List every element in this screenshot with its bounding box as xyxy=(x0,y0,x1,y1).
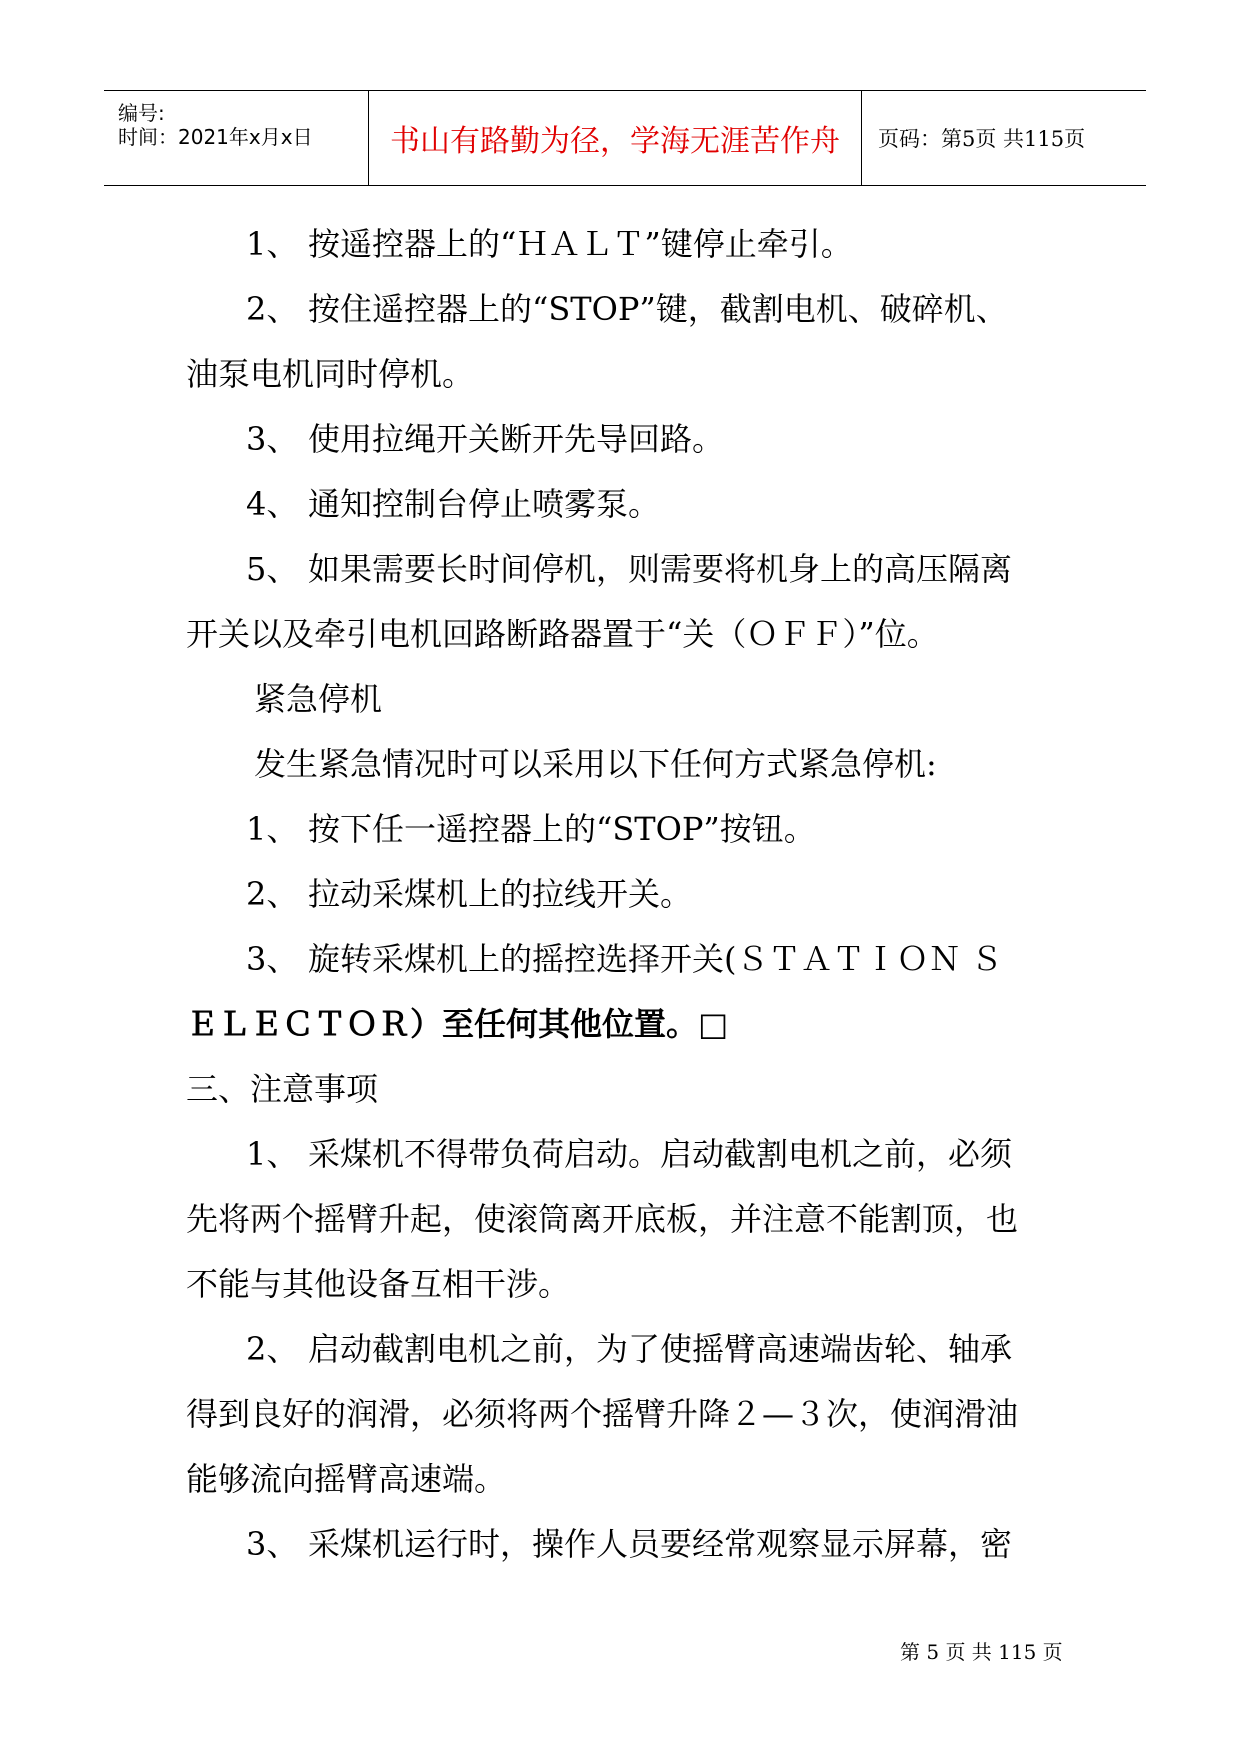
step-text: 按下任一遥控器上的“STOP”按钮。 xyxy=(308,810,816,848)
time-label: 时间：2021年x月x日 xyxy=(118,125,313,149)
step-text: 采煤机不得带负荷启动。启动截割电机之前，必须 xyxy=(308,1135,1013,1173)
step-number: 3、 xyxy=(246,940,299,978)
page-footer: 第 5 页 共 115 页 xyxy=(900,1640,1063,1664)
page-header xyxy=(104,90,1146,186)
step-number: 3、 xyxy=(246,1525,299,1563)
header-motto: 书山有路勤为径，学海无涯苦作舟 xyxy=(369,91,862,185)
note-3 xyxy=(186,1512,1056,1577)
text-line: 油泵电机同时停机。 xyxy=(186,355,475,393)
text-line: 不能与其他设备互相干涉。 xyxy=(186,1265,571,1303)
text-line: 开关以及牵引电机回路断路器置于“关（ＯＦＦ）”位。 xyxy=(186,615,939,653)
step-number: 3、 xyxy=(246,420,299,458)
text-line-bold: ＥＬＥＣＴＯＲ）至任何其他位置。□ xyxy=(186,1005,729,1043)
step-text: 采煤机运行时，操作人员要经常观察显示屏幕，密 xyxy=(308,1525,1013,1563)
step-number: 1、 xyxy=(246,1135,299,1173)
step-3 xyxy=(186,407,1056,472)
note-2 xyxy=(186,1317,1056,1382)
section-title-emergency-stop: 紧急停机 xyxy=(254,680,383,718)
step-text: 按遥控器上的“ＨＡＬＴ”键停止牵引。 xyxy=(308,225,853,263)
step-text: 拉动采煤机上的拉线开关。 xyxy=(308,875,693,913)
step-text: 启动截割电机之前，为了使摇臂高速端齿轮、轴承 xyxy=(308,1330,1013,1368)
emergency-step-2 xyxy=(186,862,1056,927)
text-line: 得到良好的润滑，必须将两个摇臂升降２—３次，使润滑油 xyxy=(186,1395,1019,1433)
section-title-notes: 三、注意事项 xyxy=(186,1070,379,1108)
emergency-step-1 xyxy=(186,797,1056,862)
step-text: 如果需要长时间停机，则需要将机身上的高压隔离 xyxy=(308,550,1013,588)
note-1 xyxy=(186,1122,1056,1187)
step-number: 1、 xyxy=(246,225,299,263)
step-number: 1、 xyxy=(246,810,299,848)
step-4 xyxy=(186,472,1056,537)
step-5 xyxy=(186,537,1056,602)
step-text: 使用拉绳开关断开先导回路。 xyxy=(308,420,725,458)
header-page-info: 页码：第5页 共115页 xyxy=(878,127,1086,151)
header-meta xyxy=(104,91,369,185)
text-line: 能够流向摇臂高速端。 xyxy=(186,1460,507,1498)
step-number: 5、 xyxy=(246,550,299,588)
step-text: 旋转采煤机上的摇控选择开关(ＳＴＡＴＩＯＮ Ｓ xyxy=(308,940,1003,978)
step-number: 2、 xyxy=(246,875,299,913)
number-label: 编号: xyxy=(118,101,165,125)
step-text: 通知控制台停止喷雾泵。 xyxy=(308,485,661,523)
step-number: 4、 xyxy=(246,485,299,523)
step-1 xyxy=(186,212,1056,277)
step-text: 按住遥控器上的“STOP”键，截割电机、破碎机、 xyxy=(308,290,1008,328)
step-2 xyxy=(186,277,1056,342)
step-number: 2、 xyxy=(246,290,299,328)
emergency-step-3 xyxy=(186,927,1056,992)
step-number: 2、 xyxy=(246,1330,299,1368)
text-line: 先将两个摇臂升起，使滚筒离开底板，并注意不能割顶，也 xyxy=(186,1200,1019,1238)
text-line: 发生紧急情况时可以采用以下任何方式紧急停机: xyxy=(254,745,937,783)
